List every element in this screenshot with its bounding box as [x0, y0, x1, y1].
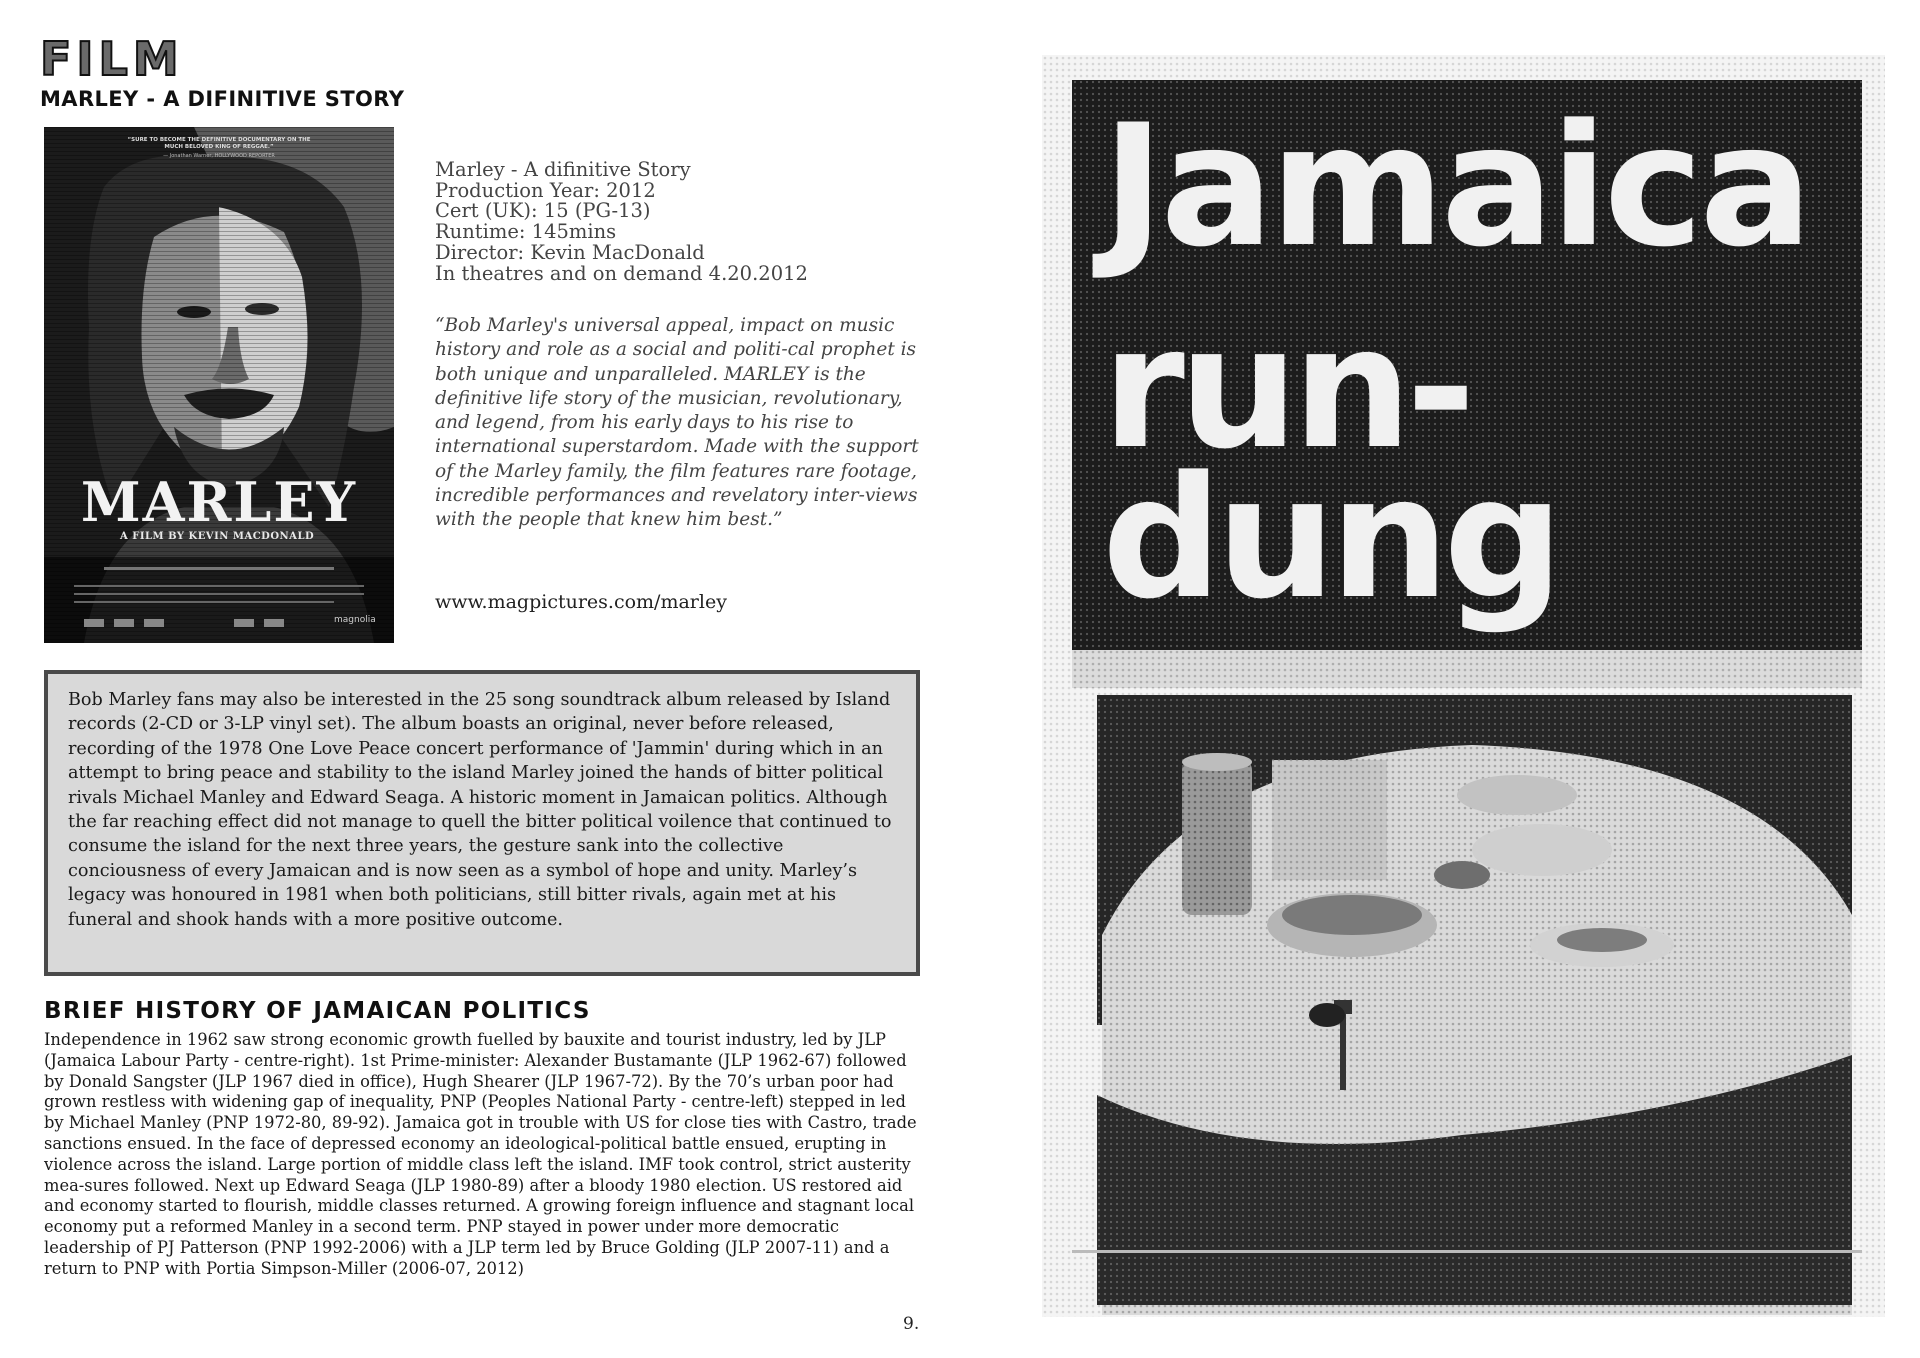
history-title: BRIEF HISTORY OF JAMAICAN POLITICS: [44, 998, 591, 1024]
history-body: Independence in 1962 saw strong economic growth fuelled by bauxite and tourist industry, led by JLP (Jamaica Labour Party - centre-right). 1st Prime-minister: Alexander Bustamante (JLP 1962-67) followed by Donald Sangster (JLP 1967 died in office), Hugh Shearer (JLP 1967-72). By the 70’s urban poor had grown restless with widening gap of inequality, PNP (Peoples National Party - centre-left) stepped in led by Michael Manley (PNP 1972-80, 89-92). Jamaica got in trouble with US for close ties with Castro, trade sanctions ensued. In the face of depressed economy an ideological-political battle ensued, erupting in violence across the island. Large portion of middle class left the island. IMF took control, strict austerity mea-sures followed. Next up Edward Seaga (JLP 1980-89) after a bloody 1980 election. US restored aid and economy started to flourish, middle classes returned. A growing foreign influence and stagnant local economy put a reformed Manley in a second term. PNP stayed in power under more democratic leadership of PJ Patterson (PNP 1992-2006) with a JLP term led by Bruce Golding (JLP 2007-11) and a return to PNP with Portia Simpson-Miller (2006-07, 2012): [44, 1030, 917, 1278]
film-poster: [44, 127, 394, 643]
film-info-line: Cert (UK): 15 (PG-13): [435, 199, 651, 223]
headline-line-2: run-dung: [1102, 290, 1558, 636]
film-info-line: Production Year: 2012: [435, 178, 656, 202]
poster-blurb: “SURE TO BECOME THE DEFINITIVE DOCUMENTARY ON THE MUCH BELOVED KING OF REGGAE.”: [127, 137, 311, 150]
film-info-line: Marley - A difinitive Story: [435, 158, 691, 181]
magnolia-logo: magnolia: [334, 615, 376, 625]
film-info-line: Director: Kevin MacDonald: [435, 240, 705, 264]
film-url[interactable]: www.magpictures.com/marley: [435, 591, 727, 613]
film-title: MARLEY - A DIFINITIVE STORY: [40, 87, 405, 111]
poster-title: MARLEY: [80, 470, 358, 534]
film-info-line: Runtime: 145mins: [435, 220, 617, 244]
poster-blurb-credit: — Jonathan Warner, HOLLYWOOD REPORTER: [163, 153, 275, 159]
poster-subtitle: A FILM BY KEVIN MACDONALD: [120, 531, 315, 542]
soundtrack-note-box: [44, 670, 920, 976]
film-info-line: In theatres and on demand 4.20.2012: [435, 261, 808, 285]
film-quote: “Bob Marley's universal appeal, impact on music history and role as a social and politi-cal prophet is both unique and unparalleled. MARLEY is the definitive life story of the musician, revolutionary, and legend, from his early days to his rise to international superstardom. Made with the support of the Marley family, the film features rare footage, incredible performances and revelatory inter-views with the people that knew him best.”: [435, 315, 919, 531]
soundtrack-note-text: Bob Marley fans may also be interested in the 25 song soundtrack album released by Island records (2-CD or 3-LP vinyl set). The album boasts an original, never before released, recording of the 1978 One Love Peace concert performance of 'Jammin' during which in an attempt to bring peace and stability to the island Marley joined the hands of bitter political rivals Michael Manley and Edward Seaga. A historic moment in Jamaican politics. Although the far reaching effect did not manage to quell the bitter political voilence that continued to consume the island for the next three years, the gesture sank into the collective conciousness of every Jamaican and is now seen as a symbol of hope and unity. Marley’s legacy was honoured in 1981 when both politicians, still bitter rivals, again met at his funeral and shook hands with a more positive outcome.: [68, 690, 892, 930]
page-number: 9.: [903, 1314, 920, 1334]
poster-artwork: [44, 127, 394, 643]
film-info: [435, 160, 935, 284]
newspaper-image: [1042, 55, 1885, 1317]
headline-line-1: Jamaica: [1102, 88, 1809, 284]
section-title: FILM: [40, 32, 184, 86]
